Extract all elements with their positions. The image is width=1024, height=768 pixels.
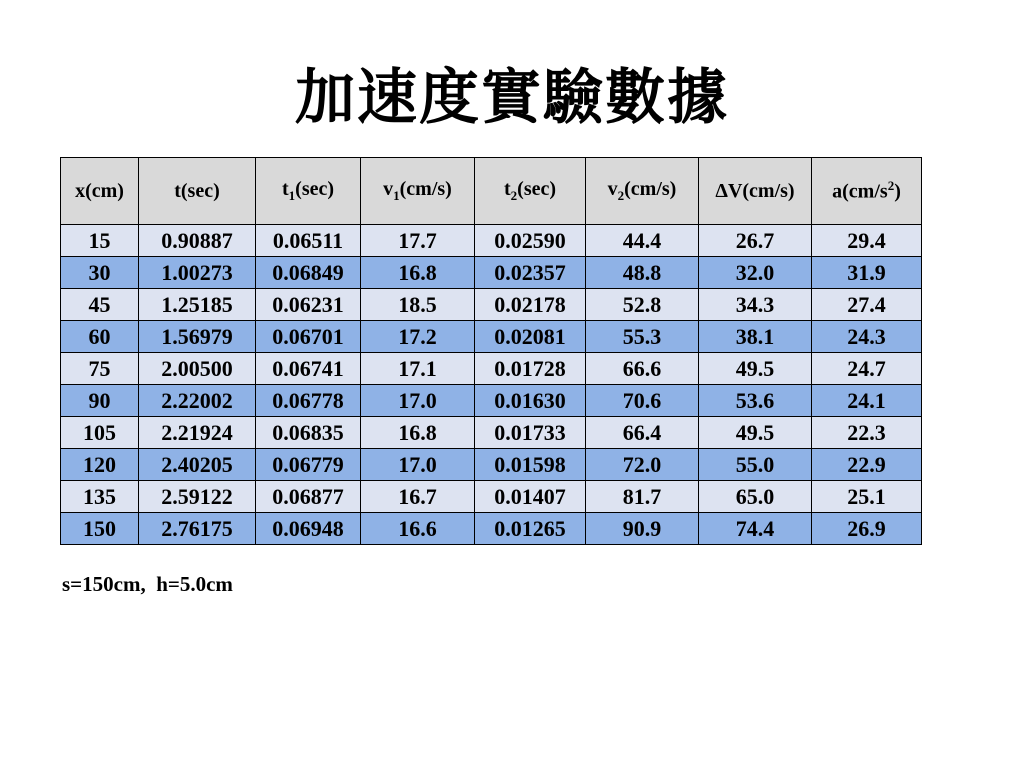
cell-t2: 0.01630 <box>475 385 586 417</box>
cell-delta-v: 49.5 <box>699 417 812 449</box>
header-v2: $v_2(cm/s)$ <box>586 158 699 225</box>
cell-t: 2.40205 <box>139 449 256 481</box>
cell-t2: 0.01407 <box>475 481 586 513</box>
cell-x: 45 <box>61 289 139 321</box>
cell-delta-v: 53.6 <box>699 385 812 417</box>
cell-v1: 16.7 <box>361 481 475 513</box>
cell-t1: 0.06877 <box>256 481 361 513</box>
cell-t2: 0.02178 <box>475 289 586 321</box>
cell-t2: 0.01728 <box>475 353 586 385</box>
cell-t1: 0.06741 <box>256 353 361 385</box>
cell-delta-v: 74.4 <box>699 513 812 545</box>
cell-delta-v: 34.3 <box>699 289 812 321</box>
header-a: $a(cm/s^2)$ <box>812 158 922 225</box>
table-row <box>61 289 922 321</box>
cell-t1: 0.06701 <box>256 321 361 353</box>
header-row <box>61 158 922 225</box>
cell-x: 150 <box>61 513 139 545</box>
cell-v2: 90.9 <box>586 513 699 545</box>
cell-delta-v: 55.0 <box>699 449 812 481</box>
table-row <box>61 257 922 289</box>
header-t2: $t_2(\sec)$ <box>475 158 586 225</box>
cell-a: 24.3 <box>812 321 922 353</box>
cell-t: 1.25185 <box>139 289 256 321</box>
table-row <box>61 417 922 449</box>
table-row <box>61 353 922 385</box>
cell-t1: 0.06511 <box>256 225 361 257</box>
cell-v2: 55.3 <box>586 321 699 353</box>
cell-t: 1.56979 <box>139 321 256 353</box>
table-row <box>61 481 922 513</box>
cell-v2: 72.0 <box>586 449 699 481</box>
cell-a: 31.9 <box>812 257 922 289</box>
cell-t2: 0.02081 <box>475 321 586 353</box>
cell-v2: 52.8 <box>586 289 699 321</box>
cell-a: 22.3 <box>812 417 922 449</box>
cell-v1: 17.1 <box>361 353 475 385</box>
cell-v1: 17.7 <box>361 225 475 257</box>
cell-x: 120 <box>61 449 139 481</box>
footnote: s=150cm, h=5.0cm <box>62 572 233 596</box>
header-t1: $t_1(\sec)$ <box>256 158 361 225</box>
cell-x: 105 <box>61 417 139 449</box>
cell-t: 2.21924 <box>139 417 256 449</box>
cell-v2: 48.8 <box>586 257 699 289</box>
cell-v2: 66.4 <box>586 417 699 449</box>
header-t: t(sec) <box>139 158 256 225</box>
cell-v2: 81.7 <box>586 481 699 513</box>
cell-x: 60 <box>61 321 139 353</box>
cell-v1: 16.8 <box>361 257 475 289</box>
cell-v1: 17.2 <box>361 321 475 353</box>
table-row <box>61 513 922 545</box>
header-x: x(cm) <box>61 158 139 225</box>
cell-t1: 0.06849 <box>256 257 361 289</box>
cell-x: 135 <box>61 481 139 513</box>
header-delta-v: ΔV(cm/s) <box>699 158 812 225</box>
cell-delta-v: 38.1 <box>699 321 812 353</box>
cell-x: 90 <box>61 385 139 417</box>
cell-t: 2.76175 <box>139 513 256 545</box>
table-row <box>61 225 922 257</box>
cell-t2: 0.01265 <box>475 513 586 545</box>
table-row <box>61 449 922 481</box>
cell-v1: 17.0 <box>361 449 475 481</box>
cell-t2: 0.02357 <box>475 257 586 289</box>
cell-t: 1.00273 <box>139 257 256 289</box>
cell-x: 30 <box>61 257 139 289</box>
cell-t: 2.22002 <box>139 385 256 417</box>
cell-t1: 0.06779 <box>256 449 361 481</box>
slide-title: 加速度實驗數據 <box>295 63 729 133</box>
cell-t1: 0.06778 <box>256 385 361 417</box>
cell-delta-v: 65.0 <box>699 481 812 513</box>
data-table <box>60 157 922 545</box>
cell-v1: 17.0 <box>361 385 475 417</box>
cell-a: 26.9 <box>812 513 922 545</box>
cell-t: 2.00500 <box>139 353 256 385</box>
cell-a: 27.4 <box>812 289 922 321</box>
cell-v1: 16.6 <box>361 513 475 545</box>
cell-v2: 44.4 <box>586 225 699 257</box>
cell-a: 22.9 <box>812 449 922 481</box>
cell-t2: 0.02590 <box>475 225 586 257</box>
cell-t1: 0.06231 <box>256 289 361 321</box>
cell-v2: 66.6 <box>586 353 699 385</box>
cell-v1: 16.8 <box>361 417 475 449</box>
cell-a: 29.4 <box>812 225 922 257</box>
cell-t2: 0.01598 <box>475 449 586 481</box>
cell-a: 25.1 <box>812 481 922 513</box>
cell-t2: 0.01733 <box>475 417 586 449</box>
cell-v1: 18.5 <box>361 289 475 321</box>
header-v1: $v_1(cm/s)$ <box>361 158 475 225</box>
cell-a: 24.1 <box>812 385 922 417</box>
cell-x: 75 <box>61 353 139 385</box>
cell-t1: 0.06835 <box>256 417 361 449</box>
cell-delta-v: 49.5 <box>699 353 812 385</box>
cell-a: 24.7 <box>812 353 922 385</box>
cell-t: 2.59122 <box>139 481 256 513</box>
table-row <box>61 385 922 417</box>
table-row <box>61 321 922 353</box>
cell-x: 15 <box>61 225 139 257</box>
cell-t1: 0.06948 <box>256 513 361 545</box>
cell-delta-v: 32.0 <box>699 257 812 289</box>
cell-t: 0.90887 <box>139 225 256 257</box>
cell-delta-v: 26.7 <box>699 225 812 257</box>
cell-v2: 70.6 <box>586 385 699 417</box>
